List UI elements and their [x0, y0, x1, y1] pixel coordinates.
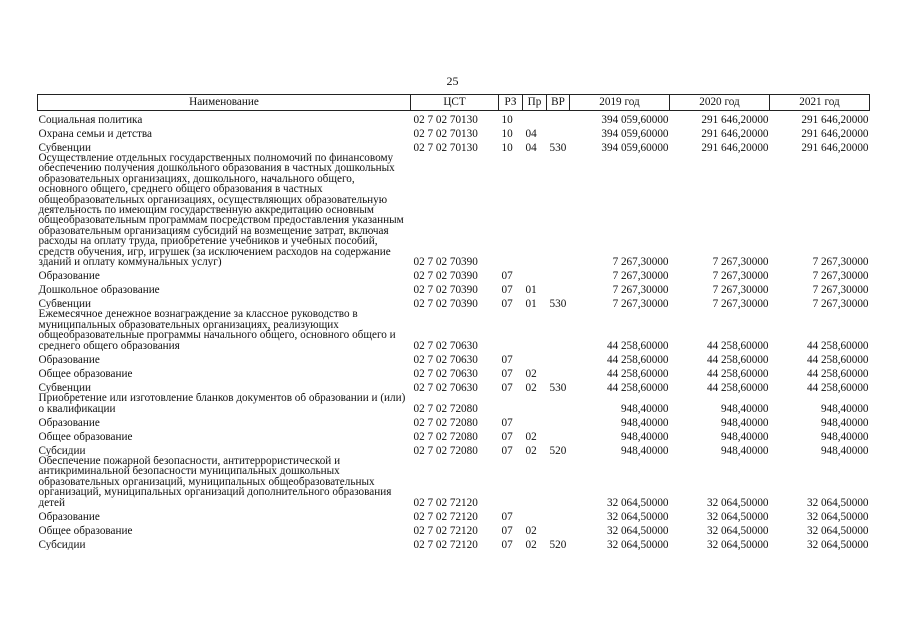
row-pr-code — [523, 309, 547, 351]
row-value-2021: 44 258,60000 — [806, 367, 869, 380]
row-value-2021: 948,40000 — [820, 416, 869, 428]
row-name: Образование — [38, 416, 100, 428]
table-row — [38, 456, 870, 508]
row-vr-code — [547, 309, 570, 351]
row-cst-code: 02 7 02 72120 — [413, 538, 478, 550]
row-vr-code: 530 — [549, 141, 567, 153]
row-vr-code: 530 — [549, 381, 567, 394]
row-cst-code: 02 7 02 72080 — [413, 416, 478, 428]
row-vr-code — [547, 428, 570, 442]
row-name: Субвенции — [38, 298, 91, 310]
header-cst: ЦСТ — [411, 95, 499, 111]
row-vr-code — [547, 522, 570, 536]
row-vr-code: 520 — [549, 538, 567, 550]
row-pr-code: 02 — [525, 524, 537, 536]
row-value-2019: 32 064,50000 — [606, 510, 669, 522]
row-rz-code: 07 — [501, 367, 513, 380]
row-cst-code: 02 7 02 70630 — [413, 381, 478, 394]
row-cst-code: 02 7 02 70130 — [413, 141, 478, 153]
row-cst-code: 02 7 02 72120 — [413, 496, 478, 508]
row-value-2020: 44 258,60000 — [706, 353, 769, 366]
header-pr: Пр — [523, 95, 547, 111]
row-value-2021: 32 064,50000 — [806, 538, 869, 550]
table-row — [38, 295, 870, 309]
row-value-2020: 7 267,30000 — [712, 256, 769, 268]
row-name: Дошкольное образование — [38, 284, 160, 296]
row-cst-code: 02 7 02 70630 — [413, 353, 478, 366]
row-value-2021: 7 267,30000 — [812, 284, 869, 296]
row-vr-code — [547, 281, 570, 295]
row-rz-code: 07 — [501, 430, 513, 442]
row-value-2021: 291 646,20000 — [801, 141, 869, 153]
table-row — [38, 536, 870, 550]
row-value-2021: 948,40000 — [820, 430, 869, 442]
row-value-2020: 32 064,50000 — [706, 496, 769, 508]
row-value-2019: 7 267,30000 — [612, 284, 669, 296]
row-name: Образование — [38, 510, 100, 522]
row-value-2019: 948,40000 — [620, 430, 669, 442]
table-row — [38, 365, 870, 379]
row-value-2020: 291 646,20000 — [701, 127, 769, 139]
row-name: Социальная политика — [38, 113, 143, 125]
row-vr-code — [547, 508, 570, 522]
row-pr-code — [523, 456, 547, 508]
table-row — [38, 281, 870, 295]
row-value-2019: 32 064,50000 — [606, 538, 669, 550]
header-vr: ВР — [547, 95, 570, 111]
row-cst-code: 02 7 02 70130 — [413, 113, 478, 125]
row-value-2021: 32 064,50000 — [806, 510, 869, 522]
row-vr-code — [547, 365, 570, 379]
row-value-2020: 32 064,50000 — [706, 524, 769, 536]
row-value-2020: 291 646,20000 — [701, 141, 769, 153]
row-pr-code — [523, 508, 547, 522]
row-pr-code: 04 — [525, 141, 537, 153]
row-rz-code: 07 — [501, 416, 513, 428]
row-name: Приобретение или изготовление бланков документов об образовании и (или) о квалификации — [38, 393, 406, 414]
row-pr-code: 01 — [525, 284, 537, 296]
row-value-2021: 7 267,30000 — [812, 270, 869, 282]
row-value-2019: 948,40000 — [620, 416, 669, 428]
row-vr-code — [547, 393, 570, 414]
row-value-2021: 948,40000 — [820, 444, 869, 456]
row-pr-code: 04 — [525, 127, 537, 139]
row-value-2019: 394 059,60000 — [601, 127, 669, 139]
row-pr-code — [523, 111, 547, 126]
table-row — [38, 428, 870, 442]
row-rz-code: 10 — [501, 141, 513, 153]
row-vr-code — [547, 456, 570, 508]
row-value-2021: 32 064,50000 — [806, 524, 869, 536]
row-value-2020: 7 267,30000 — [712, 298, 769, 310]
row-pr-code — [523, 414, 547, 428]
row-value-2020: 32 064,50000 — [706, 510, 769, 522]
row-cst-code: 02 7 02 70130 — [413, 127, 478, 139]
row-value-2019: 44 258,60000 — [606, 339, 669, 352]
row-value-2020: 44 258,60000 — [706, 381, 769, 394]
row-vr-code — [547, 125, 570, 139]
table-row — [38, 522, 870, 536]
row-value-2019: 7 267,30000 — [612, 256, 669, 268]
row-value-2020: 948,40000 — [720, 444, 769, 456]
row-value-2020: 948,40000 — [720, 416, 769, 428]
row-value-2021: 44 258,60000 — [806, 381, 869, 394]
row-rz-code: 07 — [501, 524, 513, 536]
row-value-2020: 948,40000 — [720, 402, 769, 414]
row-cst-code: 02 7 02 70390 — [413, 298, 478, 310]
row-pr-code — [523, 267, 547, 281]
row-rz-code: 07 — [501, 284, 513, 296]
row-pr-code — [523, 351, 547, 365]
row-cst-code: 02 7 02 70390 — [413, 284, 478, 296]
row-value-2021: 7 267,30000 — [812, 256, 869, 268]
row-value-2020: 7 267,30000 — [712, 284, 769, 296]
row-vr-code: 520 — [549, 444, 567, 456]
row-name: Субвенции — [38, 141, 91, 153]
row-value-2020: 291 646,20000 — [701, 113, 769, 125]
row-value-2021: 44 258,60000 — [806, 353, 869, 366]
row-rz-code: 07 — [501, 538, 513, 550]
row-rz-code — [499, 153, 523, 267]
row-value-2020: 44 258,60000 — [706, 367, 769, 380]
row-cst-code: 02 7 02 70390 — [413, 270, 478, 282]
table-row — [38, 379, 870, 393]
row-name: Образование — [38, 353, 100, 366]
row-cst-code: 02 7 02 72120 — [413, 510, 478, 522]
table-header — [38, 95, 870, 111]
row-value-2021: 32 064,50000 — [806, 496, 869, 508]
row-value-2020: 32 064,50000 — [706, 538, 769, 550]
row-rz-code — [499, 393, 523, 414]
row-name: Обеспечение пожарной безопасности, антитеррористической и антикриминальной безопасности муниципальных дошкольных образовательных организаций, муниципальных общеобразовательных организаций, муниципальных организаций дополнительного образования детей — [38, 455, 392, 508]
table-row — [38, 139, 870, 153]
row-rz-code — [499, 456, 523, 508]
row-value-2021: 291 646,20000 — [801, 127, 869, 139]
row-name: Субвенции — [38, 381, 91, 394]
row-vr-code — [547, 153, 570, 267]
row-pr-code: 02 — [525, 430, 537, 442]
table-row — [38, 267, 870, 281]
row-name: Общее образование — [38, 430, 133, 442]
row-value-2021: 948,40000 — [820, 402, 869, 414]
row-cst-code: 02 7 02 72080 — [413, 430, 478, 442]
table-row — [38, 508, 870, 522]
row-cst-code: 02 7 02 72080 — [413, 444, 478, 456]
page-number: 25 — [446, 74, 459, 88]
row-cst-code: 02 7 02 70630 — [413, 367, 478, 380]
header-2020: 2020 год — [670, 95, 770, 111]
row-value-2020: 7 267,30000 — [712, 270, 769, 282]
row-value-2019: 948,40000 — [620, 402, 669, 414]
row-cst-code: 02 7 02 70390 — [413, 256, 478, 268]
row-value-2021: 7 267,30000 — [812, 298, 869, 310]
row-pr-code: 02 — [525, 444, 537, 456]
row-value-2019: 32 064,50000 — [606, 524, 669, 536]
table-row — [38, 125, 870, 139]
row-cst-code: 02 7 02 72080 — [413, 402, 478, 414]
row-vr-code: 530 — [549, 298, 567, 310]
row-vr-code — [547, 414, 570, 428]
budget-table — [37, 94, 870, 550]
row-value-2019: 7 267,30000 — [612, 270, 669, 282]
row-rz-code: 07 — [501, 444, 513, 456]
row-value-2019: 44 258,60000 — [606, 381, 669, 394]
row-name: Общее образование — [38, 367, 133, 380]
header-rz: РЗ — [499, 95, 523, 111]
row-rz-code — [499, 309, 523, 351]
row-value-2021: 44 258,60000 — [806, 339, 869, 352]
row-value-2020: 44 258,60000 — [706, 339, 769, 352]
table-body — [38, 111, 870, 550]
header-name: Наименование — [38, 95, 411, 111]
table-row — [38, 351, 870, 365]
row-pr-code — [523, 153, 547, 267]
table-row — [38, 153, 870, 267]
row-name: Образование — [38, 270, 100, 282]
row-value-2021: 291 646,20000 — [801, 113, 869, 125]
row-rz-code: 07 — [501, 353, 513, 366]
row-name: Субсидии — [38, 444, 86, 456]
row-pr-code — [523, 393, 547, 414]
row-name: Осуществление отдельных государственных полномочий по финансовому обеспечению получения дошкольного образования в частных дошкольных образовательных организациях, дошкольного, начального общего, основного общего, среднего общего образования в частных общеобразовательных организациях, осуществляющих образовательную деятельность по имеющим государственную аккредитацию основным общеобразовательным программам посредством предоставления указанным образовательным организациям субсидий на возмещение затрат, включая расходы на оплату труда, приобретение учебников и учебных пособий, средств обучения, игр, игрушек (за исключением расходов на содержание зданий и оплату коммунальных услуг) — [38, 153, 404, 268]
table-row — [38, 309, 870, 351]
row-rz-code: 10 — [501, 127, 513, 139]
row-pr-code: 02 — [525, 381, 537, 394]
table-row — [38, 414, 870, 428]
table-row — [38, 393, 870, 414]
row-vr-code — [547, 267, 570, 281]
row-rz-code: 07 — [501, 510, 513, 522]
row-cst-code: 02 7 02 72120 — [413, 524, 478, 536]
row-cst-code: 02 7 02 70630 — [413, 339, 478, 352]
row-vr-code — [547, 351, 570, 365]
row-name: Субсидии — [38, 538, 86, 550]
row-rz-code: 07 — [501, 270, 513, 282]
row-pr-code: 02 — [525, 367, 537, 380]
row-value-2019: 948,40000 — [620, 444, 669, 456]
row-value-2019: 44 258,60000 — [606, 353, 669, 366]
row-name: Ежемесячное денежное вознаграждение за классное руководство в муниципальных образовательных организациях, реализующих общеобразовательные программы начального общего, основного общего и среднего общего образования — [38, 309, 396, 352]
table-row — [38, 111, 870, 126]
row-value-2020: 948,40000 — [720, 430, 769, 442]
row-value-2019: 7 267,30000 — [612, 298, 669, 310]
row-vr-code — [547, 111, 570, 126]
table-row — [38, 442, 870, 456]
header-2021: 2021 год — [770, 95, 870, 111]
row-pr-code: 01 — [525, 298, 537, 310]
row-pr-code: 02 — [525, 538, 537, 550]
row-value-2019: 32 064,50000 — [606, 496, 669, 508]
row-rz-code: 07 — [501, 298, 513, 310]
row-name: Общее образование — [38, 524, 133, 536]
row-value-2019: 44 258,60000 — [606, 367, 669, 380]
header-2019: 2019 год — [570, 95, 670, 111]
row-value-2019: 394 059,60000 — [601, 113, 669, 125]
row-value-2019: 394 059,60000 — [601, 141, 669, 153]
row-rz-code: 10 — [501, 113, 513, 125]
row-name: Охрана семьи и детства — [38, 127, 152, 139]
row-rz-code: 07 — [501, 381, 513, 394]
